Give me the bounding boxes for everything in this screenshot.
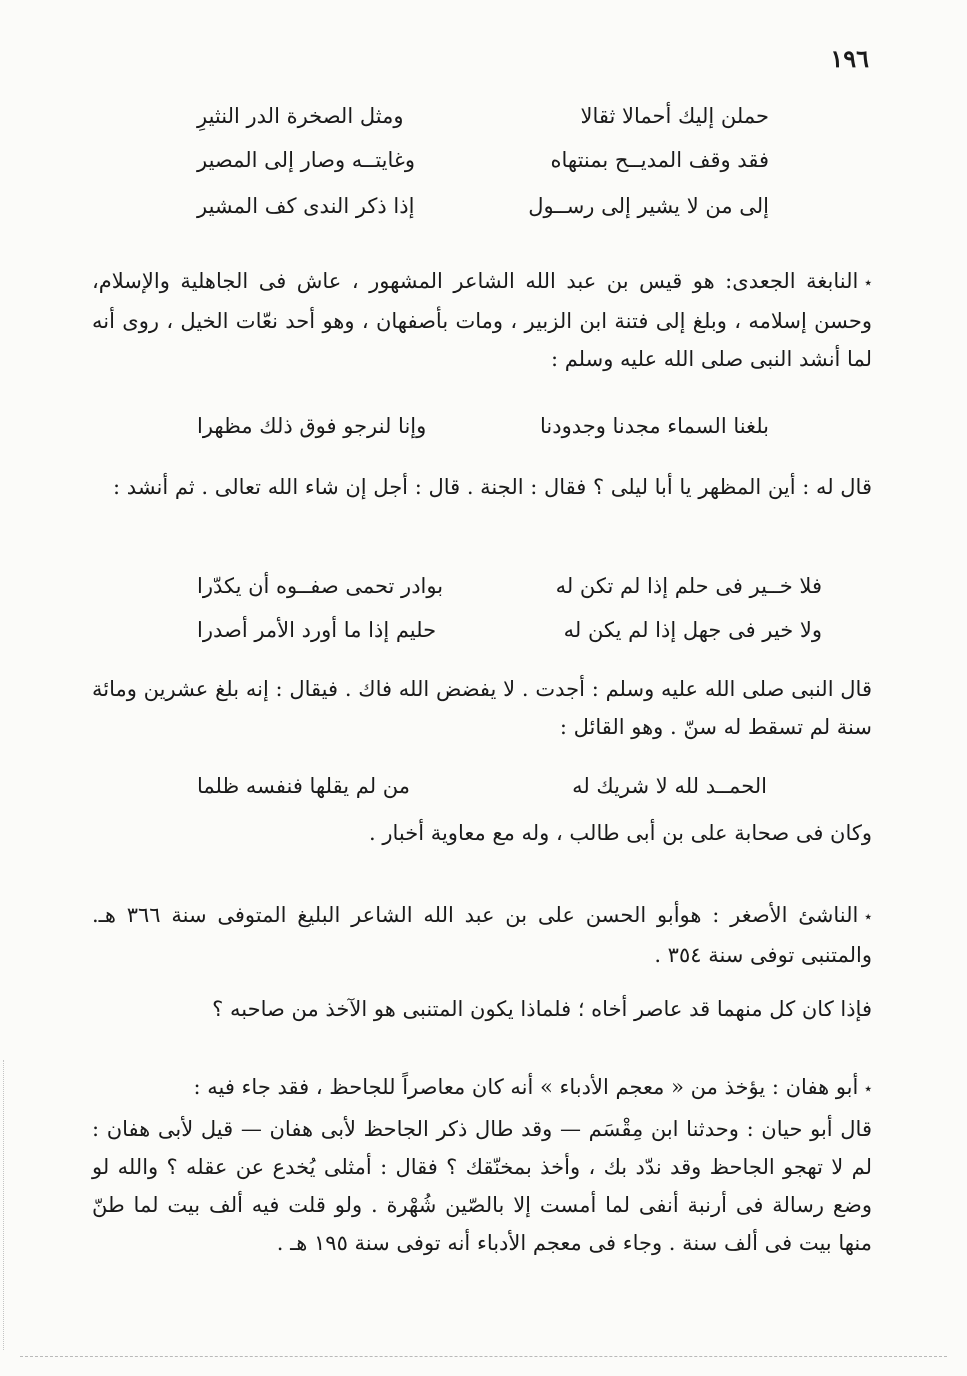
nabigha-paragraph-3: قال النبى صلى الله عليه وسلم : أجدت . لا يفضض الله فاك . فيقال : إنه بلغ عشرين ومائة سنة لم تسقط له سنّ . وهو القائل : [92, 677, 872, 739]
nashi-paragraph-2: فإذا كان كل منهما قد عاصر أخاه ؛ فلماذا يكون المتنبى هو الآخذ من صاحبه ؟ [212, 997, 872, 1021]
hemistich-right: إلى من لا يشير إلى رســول [528, 194, 769, 218]
hemistich-left: ومثل الصخرة الدر النثيرِ [197, 104, 404, 128]
hemistich-right: فقد وقف المديــح بمنتهاه [550, 148, 769, 172]
hemistich-left: بوادر تحمى صفــوه أن يكدّرا [197, 574, 444, 598]
poem1-verse-3 [197, 186, 769, 226]
hemistich-right: فلا خــير فى حلم إذا لم تكن له [555, 574, 822, 598]
hemistich-left: من لم يقلها فنفسه ظلما [197, 774, 411, 798]
nabigha-text: النابغة الجعدى: هو قيس بن عبد الله الشاعر المشهور ، عاش فى الجاهلية والإسلام، وحسن إسلامه ، وبلغ إلى فتنة ابن الزبير ، ومات بأصفهان ، وهو أحد نعّات الخيل ، روى أنه لما أنشد النبى صلى الله عليه وسلم : [92, 269, 872, 371]
nabigha-verse-1 [197, 406, 769, 446]
footnote-star-icon: ٭ [864, 1080, 872, 1097]
hemistich-right: الحمــد لله لا شريك له [572, 774, 767, 798]
abuhaffan-paragraph-2: قال أبو حيان : وحدثنا ابن مِقْسَم — وقد طال ذكر الجاحظ لأبى هفان — قيل لأبى هفان : لم لا تهجو الجاحظ وقد ندّد بك ، وأخذ بمخنّقك ؟ فقال : أمثلى يُخدع عن عقله ؟ والله لو وضع رسالة فى أرنبة أنفى لما أمست إلا بالصّين شُهْرة . ولو قلت فيه ألف بيت لما طنّ منها بيت فى ألف سنة . وجاء فى معجم الأدباء أنه توفى سنة ١٩٥ هـ . [92, 1117, 872, 1255]
footnote-star-icon: ٭ [864, 908, 872, 925]
hemistich-left: وغايتــه وصار إلى المصير [197, 148, 416, 172]
footnote-star-icon: ٭ [864, 274, 872, 291]
nashi-text: الناشئ الأصغر : هوأبو الحسن على بن عبد الله الشاعر البليغ المتوفى سنة ٣٦٦ هـ. والمتنبى توفى سنة ٣٥٤ . [92, 903, 872, 967]
nabigha-verse-2b [197, 610, 822, 650]
page-number: ١٩٦ [830, 44, 869, 73]
poem1-verse-1 [197, 96, 769, 136]
nabigha-paragraph-2: قال له : أين المظهر يا أبا ليلى ؟ فقال : الجنة . قال : أجل إن شاء الله تعالى . ثم أنشد : [113, 475, 872, 499]
nabigha-paragraph-4: وكان فى صحابة على بن أبى طالب ، وله مع معاوية أخبار . [368, 821, 872, 845]
page-left-edge [3, 1060, 4, 1350]
nabigha-biography [92, 262, 872, 378]
hemistich-left: إذا ذكر الندى كف المشير [197, 194, 415, 218]
page-bottom-border [20, 1356, 947, 1357]
hemistich-left: حليم إذا ما أورد الأمر أصدرا [197, 618, 437, 642]
abuhaffan-biography [92, 1068, 872, 1108]
hemistich-left: وإنا لنرجو فوق ذلك مظهرا [197, 414, 427, 438]
hemistich-right: بلغنا السماء مجدنا وجدودنا [539, 414, 769, 438]
hemistich-right: ولا خير فى جهل إذا لم يكن له [563, 618, 822, 642]
nabigha-verse-3 [197, 766, 767, 806]
hemistich-right: حملن إليك أحمالا ثقالا [580, 104, 769, 128]
poem1-verse-2 [197, 140, 769, 180]
nabigha-verse-2a [197, 566, 822, 606]
nashi-biography [92, 896, 872, 974]
abuhaffan-text: أبو هفان : يؤخذ من « معجم الأدباء » أنه كان معاصراً للجاحظ ، فقد جاء فيه : [193, 1075, 859, 1099]
